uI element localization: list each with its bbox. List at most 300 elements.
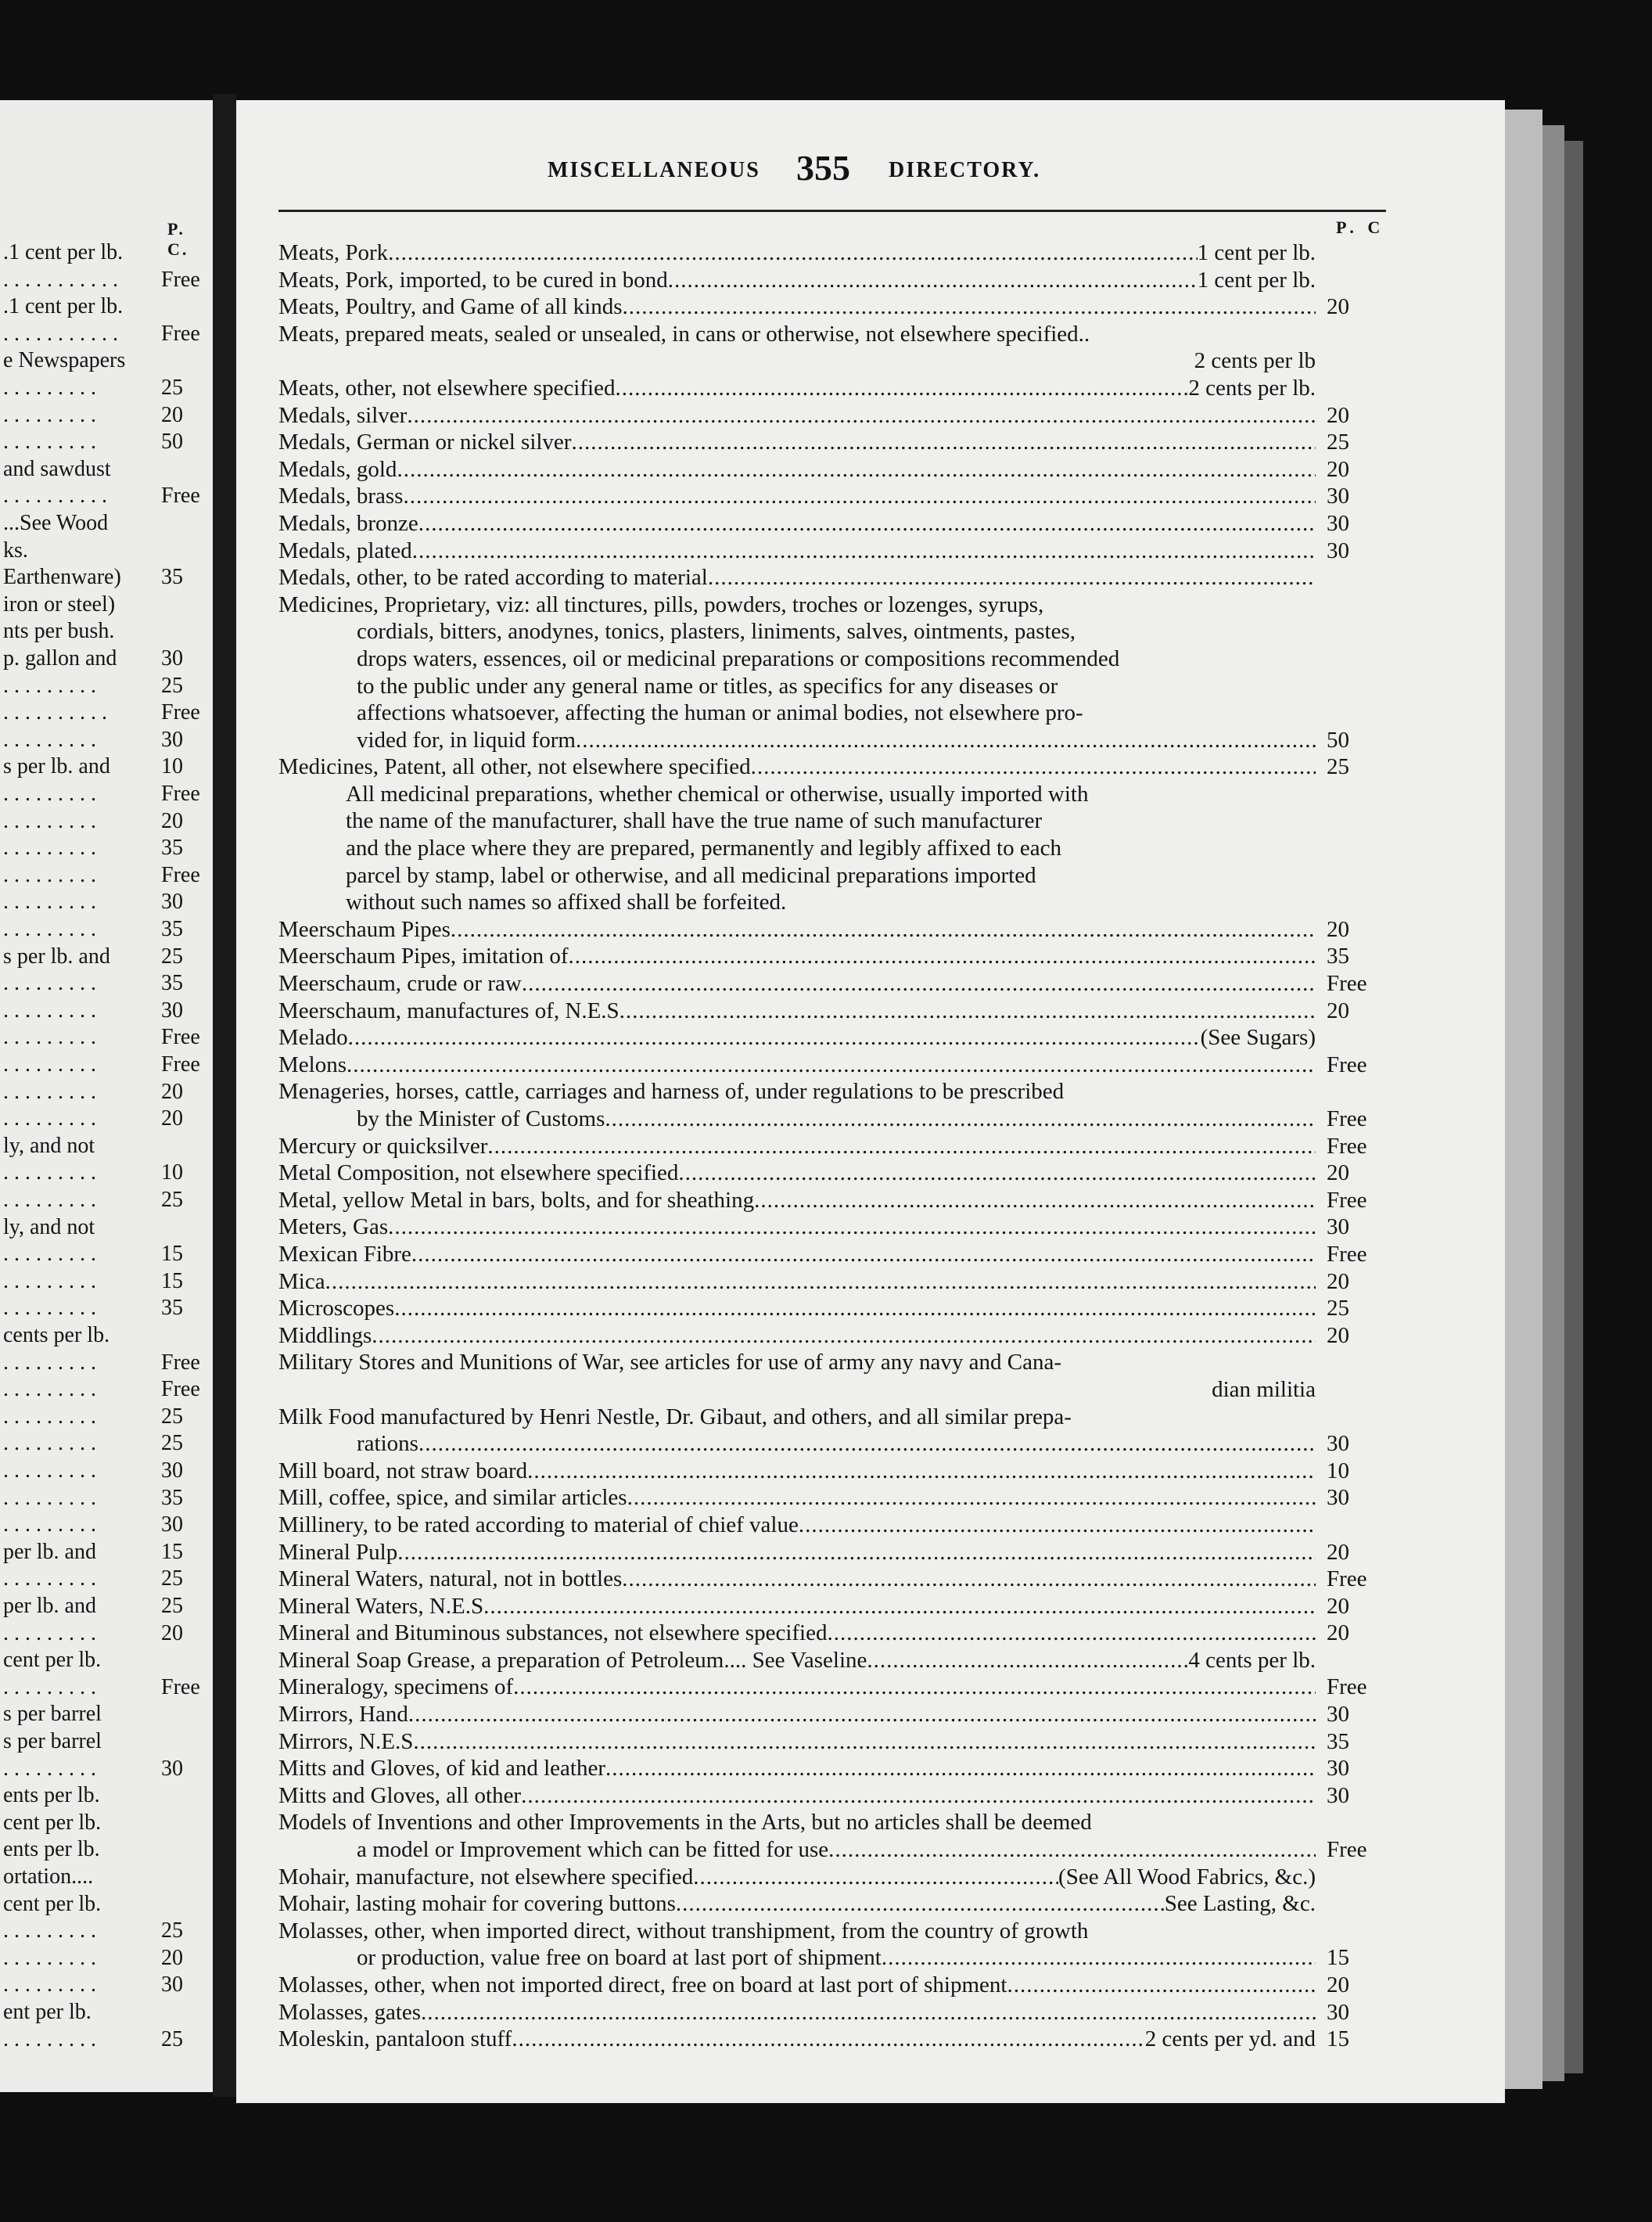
- entry-text: Middlings: [278, 1322, 372, 1348]
- entry-line: [278, 1133, 1316, 1160]
- left-page-row: [0, 1945, 213, 1972]
- left-page-row: [0, 1593, 213, 1620]
- entry-line: [278, 239, 1316, 267]
- left-page-text: .1 cent per lb.: [3, 294, 124, 319]
- left-page-text: . . . . . . . . .: [3, 402, 96, 427]
- left-page-text: per lb. and: [3, 1594, 96, 1618]
- left-page-rate: Free: [161, 321, 200, 346]
- left-page-text: . . . . . . . . .: [3, 1431, 96, 1456]
- rate-percent: 10: [1327, 1458, 1349, 1483]
- dot-leader: [605, 1755, 1316, 1782]
- rate-percent: 20: [1327, 1593, 1349, 1619]
- left-page-row: [0, 781, 213, 807]
- tariff-entry: [278, 1999, 1389, 2026]
- left-page-row: [0, 618, 213, 645]
- rate-percent: 20: [1327, 294, 1349, 320]
- left-page-fragment: [0, 100, 213, 2092]
- left-page-row: [0, 1322, 213, 1349]
- left-page-row: [0, 1836, 213, 1863]
- left-page-rate: 20: [161, 1106, 183, 1131]
- left-column-header: P. C.: [167, 219, 189, 259]
- left-page-row: [0, 347, 213, 374]
- left-page-rate: 25: [161, 1404, 183, 1429]
- left-page-row: [0, 1160, 213, 1186]
- left-page-row: [0, 1512, 213, 1538]
- entry-text: Melado: [278, 1025, 348, 1051]
- left-page-text: . . . . . . . . .: [3, 1188, 96, 1212]
- entry-line: [278, 538, 1316, 565]
- tariff-entry: [278, 1620, 1389, 1647]
- entry-line: [278, 1972, 1316, 1999]
- entry-text: Mineral Waters, natural, not in bottles: [278, 1566, 623, 1592]
- entry-text: Mill board, not straw board: [278, 1458, 528, 1483]
- left-page-row: [0, 970, 213, 997]
- specific-duty: (See Sugars): [1200, 1025, 1316, 1051]
- dot-leader: [754, 1187, 1316, 1214]
- left-page-text: . . . . . . . . .: [3, 1025, 96, 1050]
- left-page-text: cent per lb.: [3, 1810, 102, 1835]
- rate-percent: 20: [1327, 456, 1349, 482]
- entry-line: [278, 564, 1316, 591]
- entry-line: [278, 1836, 1316, 1864]
- dot-leader: [627, 1484, 1316, 1512]
- dot-leader: [348, 1024, 1201, 1052]
- left-page-row: [0, 727, 213, 753]
- page-edge: [1505, 110, 1542, 2089]
- tariff-entry: [278, 429, 1389, 456]
- entry-line: [278, 1674, 1316, 1701]
- rate-percent: 20: [1327, 1160, 1349, 1186]
- left-page-text: . . . . . . . . .: [3, 862, 96, 887]
- dot-leader: [521, 1782, 1316, 1810]
- entry-text: Mineralogy, specimens of: [278, 1674, 514, 1700]
- dot-leader: [799, 1512, 1316, 1539]
- left-page-text: . . . . . . . . .: [3, 1674, 96, 1699]
- entry-text: Mexican Fibre: [278, 1241, 411, 1267]
- tariff-entry: [278, 1133, 1389, 1160]
- left-page-row: [0, 835, 213, 861]
- dot-leader: [605, 1106, 1316, 1133]
- left-page-row: [0, 1024, 213, 1051]
- tariff-entry: [278, 1809, 1389, 1863]
- entry-text: Medals, German or nickel silver: [278, 430, 572, 455]
- left-page-text: iron or steel): [3, 591, 116, 617]
- left-page-text: . . . . . . . . .: [3, 727, 96, 752]
- left-page-text: e Newspapers: [3, 348, 126, 373]
- entry-line: Menageries, horses, cattle, carriages and harness of, under regulations to be prescribed: [278, 1079, 1065, 1105]
- dot-leader: [408, 1701, 1316, 1728]
- entry-line: [278, 1160, 1316, 1187]
- left-page-text: ents per lb.: [3, 1837, 100, 1862]
- entry-line: [278, 483, 1316, 510]
- left-page-rate: 20: [161, 1620, 183, 1645]
- left-page-rate: 35: [161, 836, 183, 861]
- left-page-row: [0, 1430, 213, 1457]
- tariff-entry: [278, 998, 1389, 1025]
- entry-line: [278, 1187, 1316, 1214]
- left-page-row: [0, 375, 213, 401]
- entry-text: Molasses, other, when not imported direct, free on board at last port of shipment: [278, 1972, 1007, 1997]
- tariff-entry: [278, 1512, 1389, 1539]
- specific-duty: (See All Wood Fabrics, &c.): [1058, 1864, 1316, 1889]
- dot-leader: [451, 916, 1316, 944]
- left-page-text: s per barrel: [3, 1729, 102, 1753]
- left-page-text: ks.: [3, 538, 28, 563]
- left-page-row: [0, 1539, 213, 1566]
- entry-line: Milk Food manufactured by Henri Nestle, Dr. Gibaut, and others, and all similar prepa-: [278, 1404, 1072, 1429]
- left-page-text: . . . . . . . . .: [3, 998, 96, 1023]
- left-page-text: p. gallon and: [3, 646, 117, 671]
- rate-percent: Free: [1327, 1837, 1367, 1863]
- left-page-row: [0, 510, 213, 537]
- rate-percent: Free: [1327, 971, 1367, 997]
- left-page-rate: Free: [161, 1025, 200, 1050]
- entry-text: Mica: [278, 1268, 325, 1294]
- left-page-rate: Free: [161, 1350, 200, 1375]
- dot-leader: [403, 483, 1316, 510]
- left-page-row: [0, 1647, 213, 1674]
- entry-text: Meerschaum, manufactures of, N.E.S: [278, 998, 620, 1023]
- left-page-rate: 35: [161, 917, 183, 941]
- left-page-row: [0, 699, 213, 726]
- tariff-entry: [278, 781, 1389, 916]
- tariff-entry: [278, 564, 1389, 591]
- entry-line: [278, 1620, 1316, 1647]
- entry-text: Moleskin, pantaloon stuff: [278, 2026, 512, 2052]
- entry-line: [278, 510, 1316, 538]
- left-page-rate: 50: [161, 430, 183, 455]
- specific-duty: 2 cents per lb.: [1188, 375, 1316, 401]
- tariff-entry: [278, 510, 1389, 538]
- tariff-entries: [278, 239, 1389, 2053]
- left-page-row: [0, 1891, 213, 1918]
- tariff-entry: [278, 591, 1389, 754]
- entry-text: Mirrors, N.E.S: [278, 1728, 414, 1754]
- entry-line: [278, 1268, 1316, 1296]
- left-page-text: . . . . . . . . .: [3, 1052, 96, 1077]
- entry-text: Metal, yellow Metal in bars, bolts, and for sheathing: [278, 1187, 755, 1213]
- entry-line: the name of the manufacturer, shall have the true name of such manufacturer: [346, 808, 1043, 834]
- entry-line: [278, 1024, 1316, 1052]
- specific-duty: See Lasting, &c.: [1164, 1891, 1316, 1917]
- tariff-entry: [278, 1890, 1389, 1918]
- entry-line: [278, 402, 1316, 430]
- left-page-rate: 15: [161, 1268, 183, 1293]
- tariff-entry: [278, 1213, 1389, 1241]
- entry-line: Meats, prepared meats, sealed or unsealed, in cans or otherwise, not elsewhere specified..: [278, 321, 1090, 347]
- left-page-text: . . . . . . . . .: [3, 1972, 96, 1997]
- left-page-text: . . . . . . . . .: [3, 1945, 96, 1970]
- book-gutter: [213, 94, 236, 2097]
- entry-line: [278, 1295, 1316, 1322]
- dot-leader: [388, 1213, 1316, 1241]
- left-page-rate: 15: [161, 1539, 183, 1564]
- dot-leader: [413, 1728, 1316, 1756]
- left-page-text: s per lb. and: [3, 754, 110, 779]
- dot-leader: [513, 1674, 1316, 1701]
- left-page-rate: 10: [161, 1160, 183, 1185]
- left-page-rate: 30: [161, 1972, 183, 1997]
- left-page-text: and sawdust: [3, 456, 111, 481]
- left-page-rate: 30: [161, 1512, 183, 1537]
- entry-line: [278, 293, 1316, 321]
- entry-line: [278, 429, 1316, 456]
- left-page-text: ly, and not: [3, 1133, 95, 1158]
- left-page-text: . . . . . . . . .: [3, 1268, 96, 1293]
- dot-leader: [668, 267, 1198, 294]
- left-page-text: . . . . . . . . .: [3, 971, 96, 996]
- header-rule: [278, 210, 1386, 212]
- entry-text: a model or Improvement which can be fitted for use: [357, 1837, 829, 1863]
- entry-line: [278, 1566, 1316, 1593]
- left-page-row: [0, 239, 213, 266]
- rate-percent: 50: [1327, 727, 1349, 753]
- left-page-text: . . . . . . . . .: [3, 1377, 96, 1402]
- entry-line: [278, 456, 1316, 484]
- left-page-text: cent per lb.: [3, 1648, 102, 1673]
- left-page-row: [0, 862, 213, 889]
- rate-percent: 15: [1327, 1945, 1349, 1971]
- left-page-row: [0, 1485, 213, 1512]
- left-page-rate: Free: [161, 1674, 200, 1699]
- left-page-rate: 25: [161, 376, 183, 400]
- left-page-text: . . . . . . . . .: [3, 917, 96, 941]
- left-page-text: ents per lb.: [3, 1783, 100, 1808]
- tariff-entry: [278, 1864, 1389, 1891]
- left-page-row: [0, 1674, 213, 1701]
- left-page-row: [0, 2026, 213, 2053]
- left-page-text: s per lb. and: [3, 944, 110, 969]
- entry-line: [278, 1322, 1316, 1350]
- left-page-text: . . . . . . . . .: [3, 430, 96, 455]
- left-page-text: . . . . . . . . .: [3, 1160, 96, 1185]
- tariff-entry: [278, 916, 1389, 944]
- dot-leader: [828, 1836, 1316, 1864]
- dot-leader: [571, 429, 1316, 456]
- tariff-entry: [278, 1674, 1389, 1701]
- left-page-rate: 20: [161, 1079, 183, 1104]
- left-page-row: [0, 1972, 213, 1998]
- left-page-text: . . . . . . . . .: [3, 1485, 96, 1510]
- left-page-text: . . . . . . . . .: [3, 808, 96, 833]
- specific-duty: 2 cents per yd. and: [1144, 2026, 1316, 2052]
- entry-text: Melons: [278, 1052, 347, 1077]
- dot-leader: [397, 1539, 1316, 1566]
- entry-line: [278, 1701, 1316, 1728]
- entry-text: Microscopes: [278, 1296, 395, 1321]
- entry-line: [278, 1052, 1316, 1079]
- dot-leader: [487, 1133, 1316, 1160]
- rate-percent: Free: [1327, 1187, 1367, 1213]
- dot-leader: [867, 1647, 1188, 1674]
- left-page-text: . . . . . . . . .: [3, 1512, 96, 1537]
- entry-text: Medicines, Patent, all other, not elsewhere specified: [278, 754, 751, 780]
- entry-line: and the place where they are prepared, permanently and legibly affixed to each: [346, 836, 1061, 861]
- left-page-row: [0, 1728, 213, 1755]
- specific-duty: 1 cent per lb.: [1197, 240, 1316, 265]
- left-page-rate: 30: [161, 727, 183, 752]
- dot-leader: [751, 753, 1316, 781]
- entry-line: [278, 1539, 1316, 1566]
- rate-percent: 20: [1327, 998, 1349, 1023]
- entry-line: [278, 727, 1316, 754]
- entry-line: parcel by stamp, label or otherwise, and all medicinal preparations imported: [346, 862, 1036, 888]
- entry-line: [278, 1755, 1316, 1782]
- left-page-row: [0, 1404, 213, 1430]
- entry-text: Meats, other, not elsewhere specified: [278, 375, 616, 401]
- rate-percent: 20: [1327, 1268, 1349, 1294]
- entry-line: [278, 1106, 1316, 1133]
- rate-percent: Free: [1327, 1674, 1367, 1700]
- left-page-rate: Free: [161, 862, 200, 887]
- left-page-row: [0, 1350, 213, 1376]
- dot-leader: [615, 375, 1188, 402]
- left-page-row: [0, 998, 213, 1024]
- left-page-rate: Free: [161, 1052, 200, 1077]
- tariff-entry: [278, 1322, 1389, 1350]
- entry-line: dian militia: [1212, 1376, 1316, 1402]
- left-page-row: [0, 429, 213, 455]
- entry-text: Molasses, gates: [278, 1999, 422, 2025]
- entry-line: Molasses, other, when imported direct, without transhipment, from the country of growth: [278, 1918, 1089, 1943]
- tariff-entry: [278, 1484, 1389, 1512]
- dot-leader: [388, 239, 1197, 267]
- page-number: 355: [796, 148, 850, 188]
- left-page-row: [0, 483, 213, 509]
- left-page-row: [0, 1918, 213, 1944]
- tariff-entry: [278, 1160, 1389, 1187]
- left-page-row: [0, 1782, 213, 1809]
- left-page-rate: Free: [161, 782, 200, 806]
- left-page-text: ly, and not: [3, 1214, 95, 1239]
- entry-text: Medals, silver: [278, 402, 408, 428]
- left-page-rate: 30: [161, 646, 183, 671]
- entry-line: [278, 375, 1316, 402]
- tariff-entry: [278, 1052, 1389, 1079]
- left-page-text: . . . . . . . . . . .: [3, 321, 118, 346]
- left-page-row: [0, 1999, 213, 2026]
- entry-line: [278, 267, 1316, 294]
- left-page-text: . . . . . . . . .: [3, 1404, 96, 1429]
- entry-line: [278, 1512, 1316, 1539]
- rate-percent: 30: [1327, 1214, 1349, 1240]
- left-page-text: nts per bush.: [3, 619, 115, 644]
- entry-text: Mineral and Bituminous substances, not elsewhere specified: [278, 1620, 828, 1646]
- tariff-entry: [278, 1539, 1389, 1566]
- entry-line: All medicinal preparations, whether chemical or otherwise, usually imported with: [346, 781, 1089, 807]
- tariff-entry: [278, 1593, 1389, 1620]
- left-page-row: [0, 1864, 213, 1890]
- rate-percent: 30: [1327, 510, 1349, 536]
- left-page-text: Earthenware): [3, 565, 121, 590]
- tariff-entry: [278, 1458, 1389, 1485]
- rate-percent: 30: [1327, 1702, 1349, 1728]
- entry-text: Mineral Soap Grease, a preparation of Petroleum.... See Vaseline: [278, 1647, 867, 1673]
- dot-leader: [1007, 1972, 1316, 1999]
- left-page-text: ortation....: [3, 1864, 94, 1889]
- entry-text: Medals, brass: [278, 484, 404, 509]
- left-page-rate: 20: [161, 808, 183, 833]
- entry-text: Meters, Gas: [278, 1214, 389, 1240]
- entry-line: [278, 1890, 1316, 1918]
- left-page-rate: 30: [161, 1458, 183, 1483]
- entry-line: [278, 1241, 1316, 1268]
- left-page-rate: Free: [161, 267, 200, 292]
- left-page-row: [0, 1187, 213, 1213]
- left-page-rate: 25: [161, 1431, 183, 1456]
- specific-duty: 4 cents per lb.: [1188, 1647, 1316, 1673]
- entry-line: [278, 1864, 1316, 1891]
- dot-leader: [527, 1458, 1316, 1485]
- left-page-row: [0, 1133, 213, 1160]
- dot-leader: [882, 1944, 1316, 1972]
- left-page-text: . . . . . . . . .: [3, 2026, 96, 2051]
- left-page-rate: 35: [161, 1296, 183, 1321]
- tariff-entry: [278, 1078, 1389, 1132]
- left-page-row: [0, 808, 213, 835]
- left-page-text: . . . . . . . . . .: [3, 484, 107, 509]
- entry-line: [278, 916, 1316, 944]
- left-page-row: [0, 889, 213, 915]
- rate-percent: Free: [1327, 1133, 1367, 1159]
- rate-percent: Free: [1327, 1106, 1367, 1131]
- left-page-text: . . . . . . . . .: [3, 1079, 96, 1104]
- entry-line: Models of Inventions and other Improvements in the Arts, but no articles shall be deemed: [278, 1810, 1092, 1835]
- rate-percent: 25: [1327, 1296, 1349, 1321]
- left-page-row: [0, 1566, 213, 1592]
- left-page-row: [0, 645, 213, 672]
- rate-percent: 25: [1327, 430, 1349, 455]
- entry-text: Medals, gold: [278, 456, 397, 482]
- entry-line: [278, 1458, 1316, 1485]
- entry-text: Mineral Pulp: [278, 1539, 398, 1565]
- tariff-entry: [278, 293, 1389, 321]
- header-right: DIRECTORY.: [889, 158, 1041, 182]
- dot-leader: [418, 1430, 1316, 1458]
- dot-leader: [397, 456, 1316, 484]
- entry-text: Mohair, lasting mohair for covering buttons: [278, 1891, 676, 1917]
- entry-text: vided for, in liquid form: [357, 727, 576, 753]
- left-page-text: . . . . . . . . .: [3, 890, 96, 915]
- rate-percent: 20: [1327, 1322, 1349, 1348]
- dot-leader: [576, 727, 1316, 754]
- left-page-rate: 20: [161, 402, 183, 427]
- left-page-row: [0, 1295, 213, 1321]
- left-page-row: [0, 591, 213, 618]
- dot-leader: [418, 510, 1316, 538]
- entry-text: Medals, plated: [278, 538, 412, 563]
- left-page-text: . . . . . . . . .: [3, 1106, 96, 1131]
- entry-text: Meats, Poultry, and Game of all kinds: [278, 294, 623, 320]
- dot-leader: [394, 1295, 1316, 1322]
- tariff-entry: [278, 1755, 1389, 1782]
- rate-percent: 30: [1327, 1485, 1349, 1511]
- tariff-entry: [278, 239, 1389, 267]
- entry-line: [278, 1484, 1316, 1512]
- left-page-rate: 25: [161, 1918, 183, 1943]
- left-page-rate: 30: [161, 998, 183, 1023]
- dot-leader: [678, 1160, 1316, 1187]
- dot-leader: [325, 1268, 1316, 1296]
- entry-text: Meerschaum Pipes: [278, 916, 451, 942]
- left-page-row: [0, 1214, 213, 1241]
- rate-percent: Free: [1327, 1052, 1367, 1077]
- tariff-entry: [278, 402, 1389, 430]
- column-header: P. C: [1336, 218, 1385, 237]
- tariff-entry: [278, 1404, 1389, 1458]
- rate-percent: 30: [1327, 1431, 1349, 1457]
- dot-leader: [569, 943, 1316, 970]
